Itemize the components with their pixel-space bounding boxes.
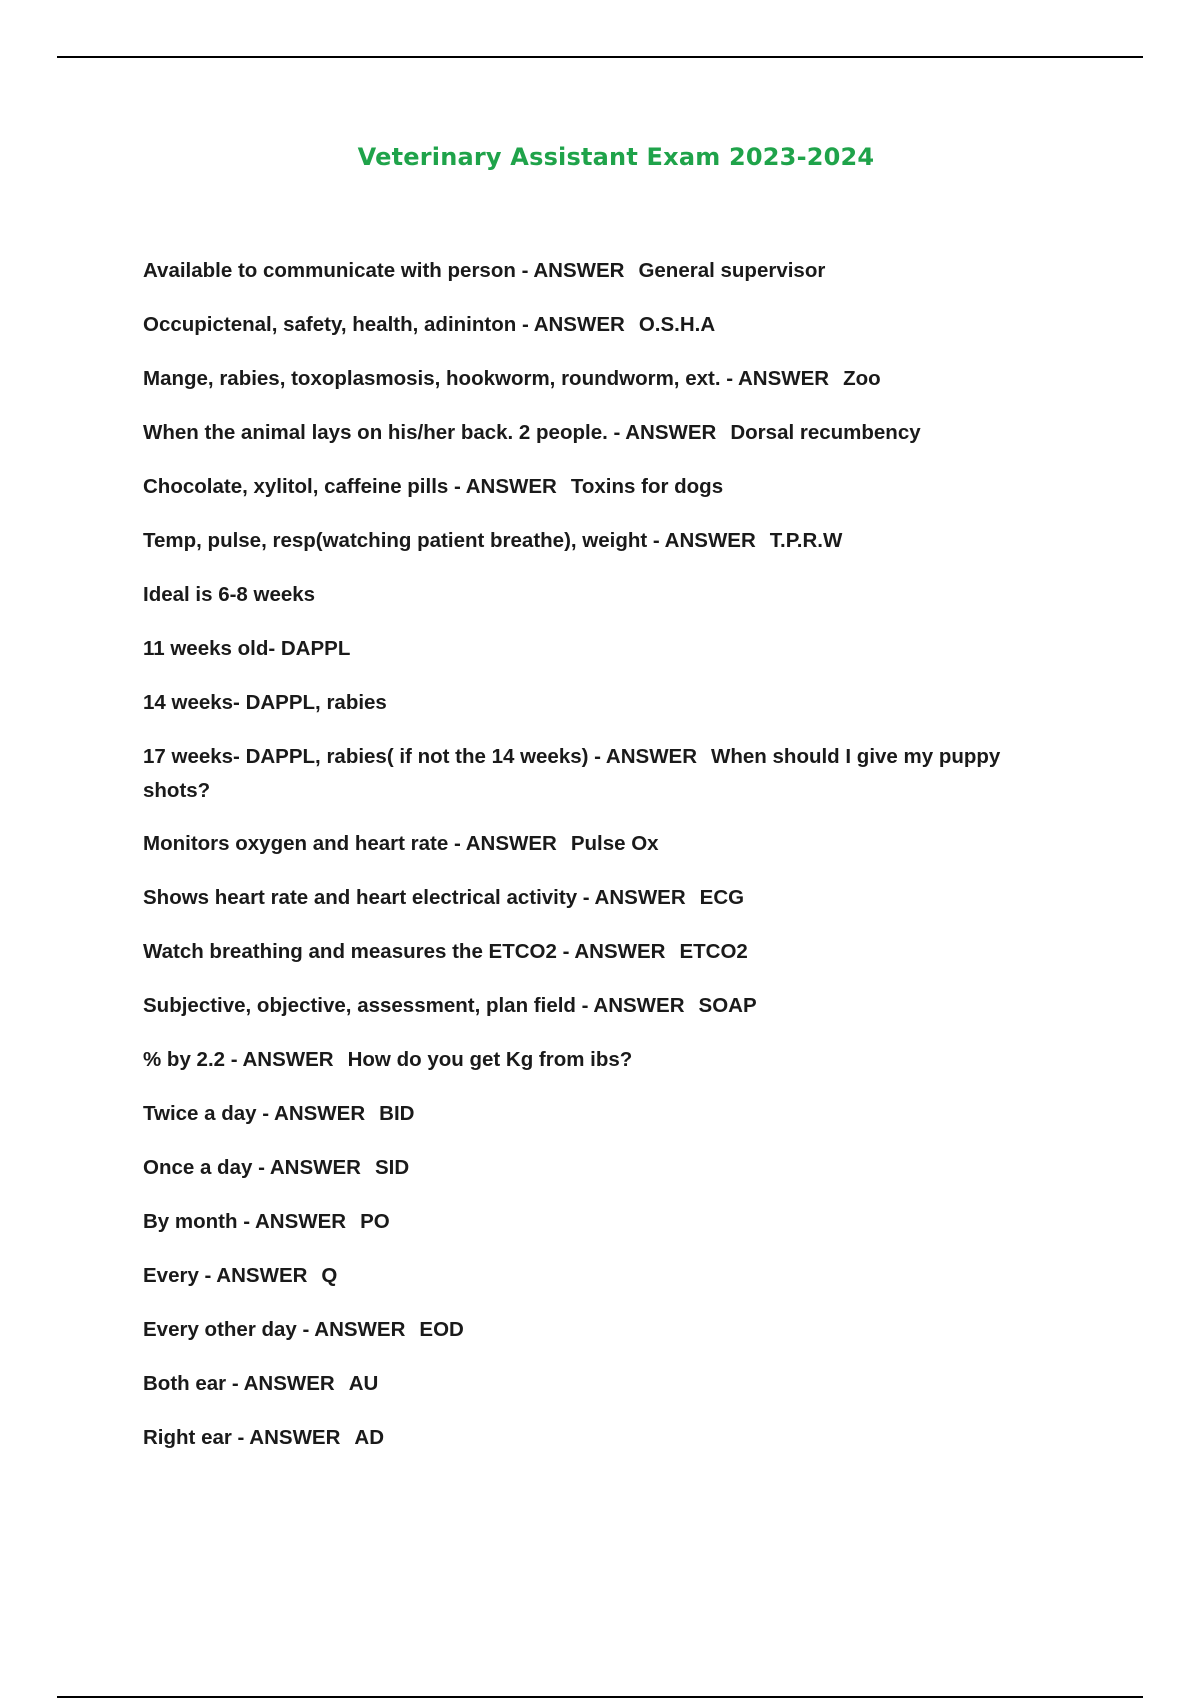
qa-line — [143, 1043, 1043, 1077]
qa-answer: Pulse Ox — [570, 832, 659, 855]
qa-question: Temp, pulse, resp(watching patient breathe), weight - ANSWER — [143, 529, 756, 552]
qa-answer: Q — [321, 1264, 338, 1287]
qa-line — [143, 254, 1043, 288]
qa-question: Ideal is 6-8 weeks — [143, 583, 316, 606]
qa-list — [143, 254, 1043, 1475]
qa-line — [143, 1205, 1043, 1239]
qa-line — [143, 1259, 1043, 1293]
qa-answer: BID — [379, 1102, 415, 1125]
qa-answer: EOD — [419, 1318, 464, 1341]
qa-question: Monitors oxygen and heart rate - ANSWER — [143, 832, 557, 855]
qa-question: % by 2.2 - ANSWER — [143, 1048, 334, 1071]
qa-question: Subjective, objective, assessment, plan field - ANSWER — [143, 994, 685, 1017]
qa-line — [143, 881, 1043, 915]
qa-line — [143, 1421, 1043, 1455]
qa-question: Shows heart rate and heart electrical activity - ANSWER — [143, 886, 686, 909]
qa-question: Twice a day - ANSWER — [143, 1102, 366, 1125]
qa-line — [143, 416, 1043, 450]
qa-question: Right ear - ANSWER — [143, 1426, 341, 1449]
qa-answer: General supervisor — [638, 259, 826, 282]
qa-question: 14 weeks- DAPPL, rabies — [143, 691, 387, 714]
qa-answer: AD — [354, 1426, 385, 1449]
qa-line — [143, 989, 1043, 1023]
qa-line — [143, 1313, 1043, 1347]
qa-question: Available to communicate with person - ANSWER — [143, 259, 625, 282]
qa-answer: ETCO2 — [679, 940, 748, 963]
qa-answer: SID — [374, 1156, 410, 1179]
qa-answer: ECG — [699, 886, 745, 909]
qa-answer: When should I give my puppy shots? — [143, 745, 1007, 802]
qa-question: 17 weeks- DAPPL, rabies( if not the 14 weeks) - ANSWER — [143, 745, 698, 768]
qa-question: Mange, rabies, toxoplasmosis, hookworm, roundworm, ext. - ANSWER — [143, 367, 830, 390]
qa-question: Once a day - ANSWER — [143, 1156, 361, 1179]
qa-line — [143, 935, 1043, 969]
qa-answer: SOAP — [698, 994, 757, 1017]
qa-line — [143, 470, 1043, 504]
qa-line — [143, 524, 1043, 558]
qa-line — [143, 362, 1043, 396]
qa-answer: Toxins for dogs — [570, 475, 724, 498]
qa-answer: How do you get Kg from ibs? — [347, 1048, 633, 1071]
qa-line — [143, 632, 1043, 666]
qa-question: Both ear - ANSWER — [143, 1372, 335, 1395]
qa-line — [143, 308, 1043, 342]
qa-question: By month - ANSWER — [143, 1210, 347, 1233]
bottom-rule — [57, 1696, 1143, 1698]
qa-question: Occupictenal, safety, health, adininton - ANSWER — [143, 313, 625, 336]
qa-answer: AU — [348, 1372, 379, 1395]
qa-answer: Zoo — [843, 367, 881, 390]
qa-answer: Dorsal recumbency — [730, 421, 921, 444]
top-rule — [57, 56, 1143, 58]
qa-line — [143, 740, 1043, 808]
qa-line — [143, 1151, 1043, 1185]
document-title: Veterinary Assistant Exam 2023-2024 — [357, 143, 875, 171]
qa-question: Every - ANSWER — [143, 1264, 308, 1287]
qa-answer: O.S.H.A — [638, 313, 716, 336]
qa-question: Chocolate, xylitol, caffeine pills - ANSWER — [143, 475, 557, 498]
qa-line — [143, 578, 1043, 612]
qa-line — [143, 1367, 1043, 1401]
qa-answer: PO — [360, 1210, 390, 1233]
qa-line — [143, 1097, 1043, 1131]
qa-line — [143, 686, 1043, 720]
qa-line — [143, 827, 1043, 861]
qa-question: 11 weeks old- DAPPL — [143, 637, 351, 660]
qa-question: When the animal lays on his/her back. 2 people. - ANSWER — [143, 421, 717, 444]
qa-answer: T.P.R.W — [769, 529, 843, 552]
qa-question: Every other day - ANSWER — [143, 1318, 406, 1341]
qa-question: Watch breathing and measures the ETCO2 - ANSWER — [143, 940, 666, 963]
